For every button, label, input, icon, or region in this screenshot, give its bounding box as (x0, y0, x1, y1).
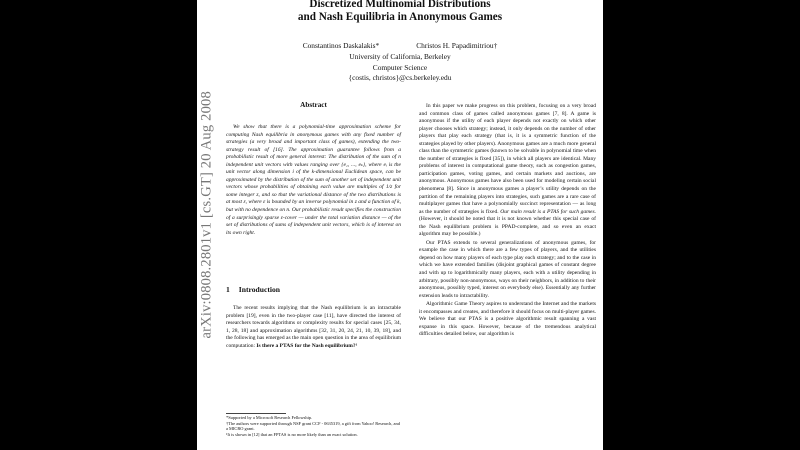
right-p1-tail: (However, it should be noted that it is not known whether this special case of the Nash equilibrium problem is PPAD-complete, and so even an exact algorithm may be possible.) (419, 216, 596, 238)
abstract-body (226, 124, 401, 238)
footnote-1: *Supported by a Microsoft Research Fellowship. (226, 415, 313, 420)
footnote-2: †The authors were supported through NSF grant CCF - 0635319, a gift from Yahoo! Research, and a MICRO grant. (226, 420, 400, 432)
right-p1-text: In this paper we make progress on this problem, focusing on a very broad and common class of games called anonymous games [7, 8]. A game is anonymous if the utility of each player depends not exactly on which other player chooses which strategy; instead, it only depends on the number of other players that play each strategy (that is, it is a symmetric function of the strategies played by other players). Anonymous games are a much more general class than the symmetric games (known to be solvable in polynomial time when the number of strategies is fixed [35]), in which all players are identical. Many problems of interest in computational game theory, such as congestion games, participation games, voting games, and certain markets and auctions, are anonymous. Anonymous games have also been used for modeling certain social phenomena [8]. Since in anonymous games a player’s utility depends on the partition of the remaining players into strategies, such games are a rare case of multiplayer games that have a polynomially succinct representation — as long as the number of strategies is fixed. (419, 103, 596, 215)
abstract-heading: Abstract (300, 101, 327, 109)
intro-question: Is there a PTAS for the Nash equilibrium?¹ (256, 342, 358, 349)
section-heading (226, 285, 280, 294)
author-names: Constantinos Daskalakis* Christos H. Papadimitriou† (302, 41, 498, 50)
right-paragraph-2: Our PTAS extends to several generalizations of anonymous games, for example the case in which there are a few types of players, and the utilities depend on how many players of each type play each strategy; and to the case in which we have extended families (disjoint graphical games of constant degree and with up to logarithmically many players, each with a utility depending in arbitrary, possibly non-anonymous, ways on their neighbors, in addition to their anonymous, possibly typed, interest on everybody else). Essentially any further extension leads to intractability. (419, 239, 596, 299)
section-title: Introduction (238, 285, 281, 294)
affiliation: University of California, Berkeley (349, 52, 451, 61)
footnote-3: ¹It is shown in [12] that an FPTAS is no more likely than an exact solution. (226, 431, 358, 437)
arxiv-stamp-text: arXiv:0808.2801v1 [cs.GT] 20 Aug 2008 (198, 91, 215, 339)
right-column (419, 103, 596, 340)
section-number: 1 (226, 285, 230, 294)
intro-paragraph (226, 305, 401, 350)
intro-body (226, 305, 401, 351)
right-paragraph-1 (419, 103, 596, 239)
footnote-rule (226, 413, 286, 414)
paper-title-line-2: and Nash Equilibria in Anonymous Games (297, 11, 503, 23)
right-p1-italic: Our main result is a PTAS for such games. (500, 208, 597, 215)
abstract-text: We show that there is a polynomial-time approximation scheme for computing Nash equilibria in anonymous games with any fixed number of strategies (a very broad and important class of games), extending the two-strategy result of [16]. The approximation guarantee follows from a probabilistic result of more general interest: The distribution of the sum of n independent unit vectors with values ranging over {e₁, ..., eₖ}, where eᵢ is the unit vector along dimension i of the k-dimensional Euclidean space, can be approximated by the distribution of the sum of another set of independent unit vectors whose probabilities of obtaining each value are multiples of 1/z for some integer z, and so that the variational distance of the two distributions is at most ε, where ε is bounded by an inverse polynomial in z and a function of k, but with no dependence on n. Our probabilistic result specifies the construction of a surprisingly sparse ε-cover — under the total variation distance — of the set of distributions of sums of independent unit vectors, which is of interest on its own right. (226, 124, 401, 236)
footnotes (226, 415, 401, 437)
email: {costis, christos}@cs.berkeley.edu (348, 73, 452, 82)
right-paragraph-3: Algorithmic Game Theory aspires to understand the Internet and the markets it encompasses and creates, and therefore it should focus on multi-player games. We believe that our PTAS is a positive algorithmic result spanning a vast expanse in this space. However, because of the tremendous analytical difficulties detailed below, our algorithm is (419, 301, 597, 338)
arxiv-stamp (197, 0, 217, 450)
paper-title-line-1: Discretized Multinomial Distributions (309, 0, 491, 10)
department: Computer Science (372, 63, 428, 72)
intro-text: The recent results implying that the Nash equilibrium is an intractable problem [19], even in the two-player case [11], have directed the interest of researchers towards algorithms or complexity results for special cases [25, 34, 1, 28, 18] and approximation algorithms [32, 31, 20, 24, 21, 10, 39, 18], and the following has emerged as the main open question in the area of equilibrium computation: (226, 305, 401, 349)
